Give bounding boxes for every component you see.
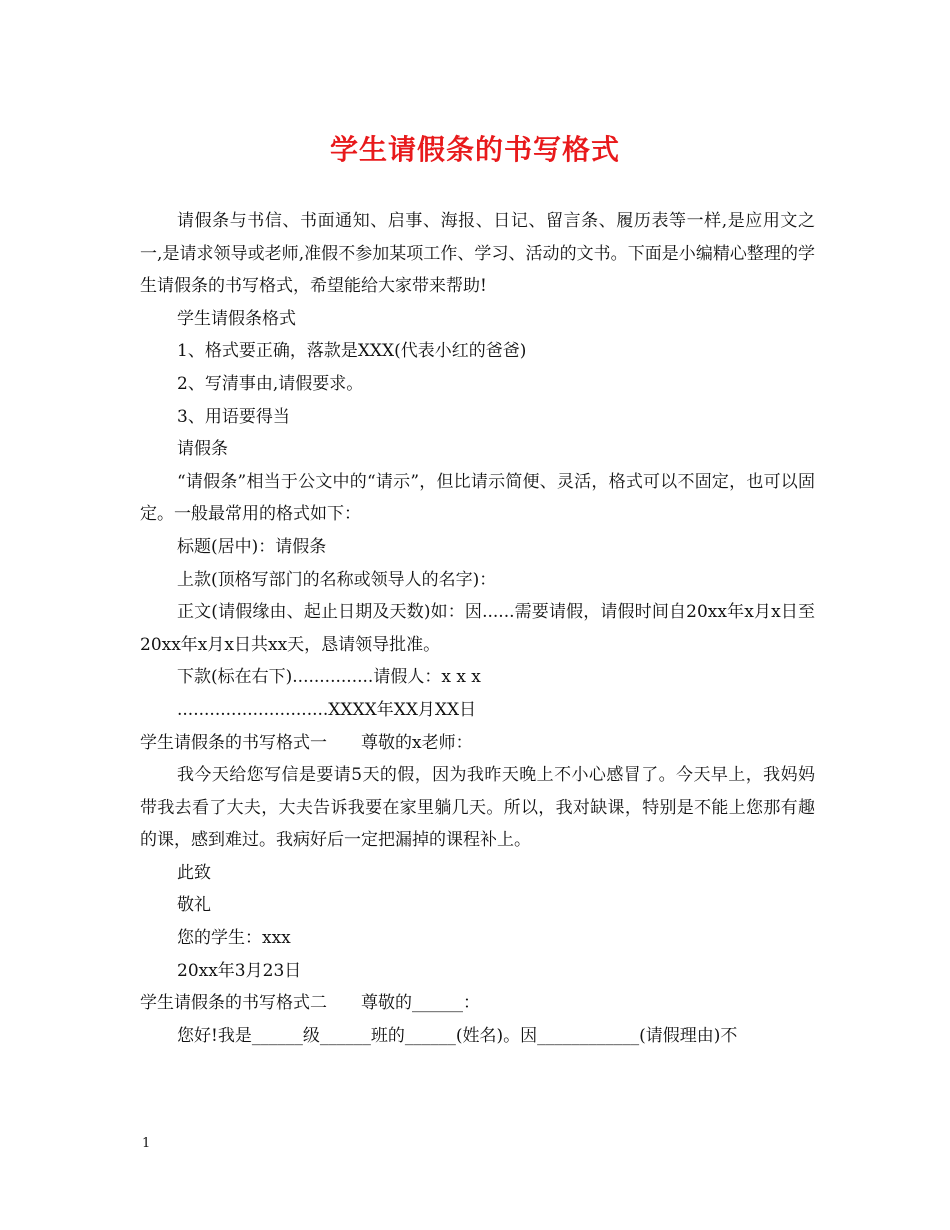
body-line: 正文(请假缘由、起止日期及天数)如：因......需要请假，请假时间自20xx年x月x日至20xx年x月x日共xx天，恳请领导批准。 — [140, 602, 815, 655]
example-1-heading: 学生请假条的书写格式一 — [140, 732, 327, 753]
format-heading: 学生请假条格式 — [177, 308, 296, 329]
title-line: 标题(居中)：请假条 — [177, 536, 327, 557]
intro-paragraph: 请假条与书信、书面通知、启事、海报、日记、留言条、履历表等一样,是应用文之一,是请求领导或老师,准假不参加某项工作、学习、活动的文书。下面是小编精心整理的学生请假条的书写格式，希望能给大家带来帮助! — [140, 211, 815, 297]
example-2-body: 您好!我是______级______班的______(姓名)。因____________(请假理由)不 — [177, 1025, 738, 1046]
document-body — [140, 205, 815, 1052]
salutation-line: 上款(顶格写部门的名称或领导人的名字)： — [177, 569, 497, 590]
example-1-date: 20xx年3月23日 — [177, 960, 302, 981]
date-line: ............................XXXX年XX月XX日 — [177, 699, 477, 720]
example-1-heading-line — [140, 727, 815, 760]
example-2-salutation: 尊敬的______： — [361, 993, 480, 1014]
closing-line: 下款(标在右下)...............请假人：x x x — [177, 667, 481, 688]
format-item-2: 2、写清事由,请假要求。 — [177, 373, 364, 394]
note-heading: 请假条 — [177, 439, 228, 460]
format-item-3: 3、用语要得当 — [177, 406, 290, 427]
example-2-heading-line — [140, 987, 815, 1020]
page-number: 1 — [142, 1136, 151, 1151]
document-title: 学生请假条的书写格式 — [329, 133, 620, 166]
example-1-body: 我今天给您写信是要请5天的假，因为我昨天晚上不小心感冒了。今天早上，我妈妈带我去看了大夫，大夫告诉我要在家里躺几天。所以，我对缺课，特别是不能上您那有趣的课，感到难过。我病好后一定把漏掉的课程补上。 — [140, 765, 815, 851]
example-1-salutation: 尊敬的x老师： — [361, 732, 473, 753]
example-1-jingli: 敬礼 — [177, 895, 211, 916]
note-description: “请假条”相当于公文中的“请示”，但比请示简便、灵活，格式可以不固定，也可以固定。一般最常用的格式如下： — [140, 471, 815, 525]
example-1-cizhi: 此致 — [177, 862, 211, 883]
example-1-signature: 您的学生：xxx — [177, 928, 291, 949]
format-item-1: 1、格式要正确，落款是XXX(代表小红的爸爸) — [177, 341, 527, 362]
example-2-heading: 学生请假条的书写格式二 — [140, 993, 327, 1014]
